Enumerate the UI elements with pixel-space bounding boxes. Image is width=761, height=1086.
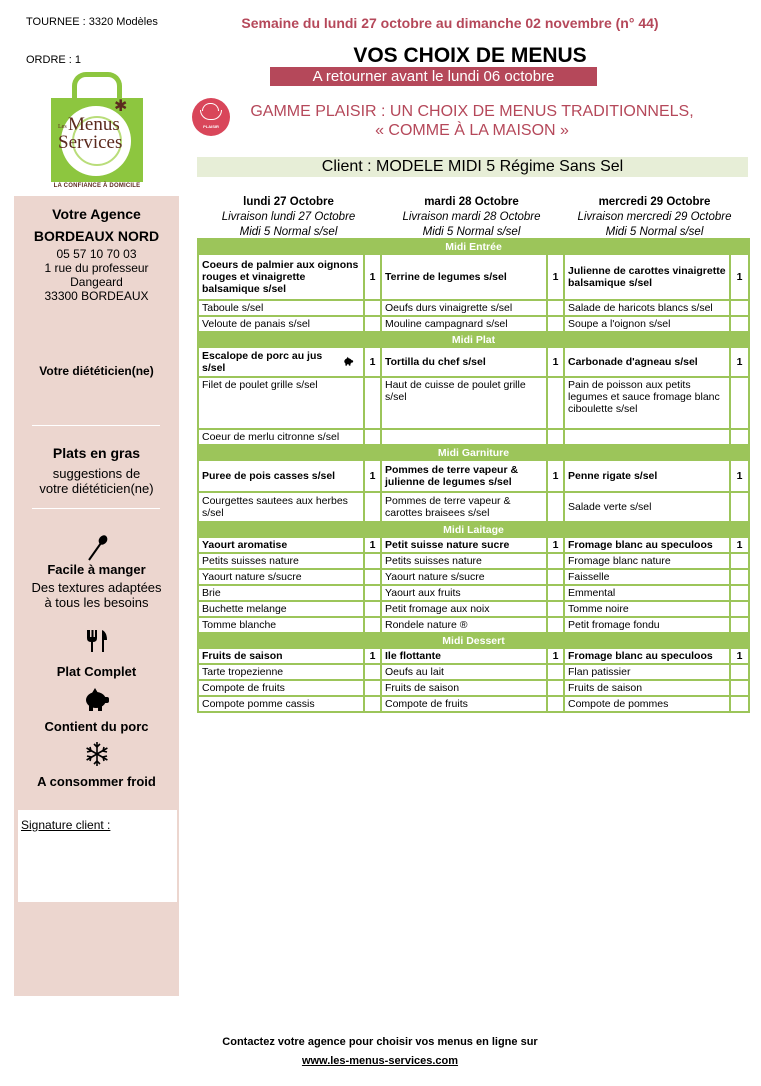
day-name: mardi 28 Octobre bbox=[424, 196, 519, 208]
dish-cell[interactable] bbox=[381, 537, 547, 553]
quantity-cell[interactable] bbox=[730, 553, 749, 569]
dish-cell[interactable] bbox=[381, 460, 547, 492]
menu-row bbox=[198, 585, 749, 601]
dish-name: Compote pomme cassis bbox=[202, 698, 315, 710]
dish-name: Brie bbox=[202, 587, 221, 599]
quantity-cell[interactable] bbox=[547, 569, 564, 585]
plat-complet-label: Plat Complet bbox=[56, 664, 137, 679]
dish-name: Carbonade d'agneau s/sel bbox=[568, 356, 698, 368]
dish-cell[interactable] bbox=[564, 664, 730, 680]
dish-cell[interactable] bbox=[381, 316, 547, 332]
quantity-cell[interactable] bbox=[730, 316, 749, 332]
gamme-heading bbox=[232, 102, 712, 140]
facile-a-manger-subtitle bbox=[14, 580, 179, 610]
dish-cell[interactable] bbox=[198, 300, 364, 316]
dish-name: Taboule s/sel bbox=[202, 302, 264, 314]
dish-cell[interactable] bbox=[198, 254, 364, 300]
quantity-cell[interactable] bbox=[730, 617, 749, 633]
category-row-laitage bbox=[198, 522, 749, 537]
quantity-cell[interactable]: 1 bbox=[547, 537, 564, 553]
menu-row bbox=[198, 316, 749, 332]
dish-name: Fromage blanc au speculoos bbox=[568, 539, 713, 551]
quantity-cell[interactable]: 1 bbox=[547, 254, 564, 300]
day-formule: Midi 5 Normal s/sel bbox=[239, 226, 338, 238]
category-row-garniture bbox=[198, 445, 749, 460]
dish-name: Penne rigate s/sel bbox=[568, 470, 658, 482]
logo-services: Services bbox=[58, 132, 123, 153]
category-label: Midi Plat bbox=[198, 332, 749, 347]
dish-cell[interactable] bbox=[564, 585, 730, 601]
menu-row bbox=[198, 617, 749, 633]
quantity-cell[interactable]: 1 bbox=[547, 460, 564, 492]
menu-row bbox=[198, 537, 749, 553]
dish-cell[interactable] bbox=[198, 569, 364, 585]
quantity-cell[interactable]: 1 bbox=[364, 254, 381, 300]
quantity-cell[interactable]: 1 bbox=[364, 347, 381, 377]
day-formule: Midi 5 Normal s/sel bbox=[422, 226, 521, 238]
dish-name: Yaourt nature s/sucre bbox=[202, 571, 302, 583]
dish-name: Compote de pommes bbox=[568, 698, 669, 710]
quantity-cell[interactable] bbox=[364, 664, 381, 680]
sidebar-divider bbox=[32, 425, 160, 426]
agence-address-line: Dangeard bbox=[70, 275, 123, 289]
quantity-cell[interactable] bbox=[547, 680, 564, 696]
dish-cell[interactable] bbox=[198, 585, 364, 601]
dish-cell[interactable] bbox=[381, 601, 547, 617]
day-formule: Midi 5 Normal s/sel bbox=[605, 226, 704, 238]
quantity-cell[interactable] bbox=[364, 585, 381, 601]
pig-icon bbox=[343, 356, 354, 369]
quantity-cell[interactable] bbox=[364, 601, 381, 617]
dish-cell[interactable] bbox=[381, 664, 547, 680]
menu-row bbox=[198, 601, 749, 617]
logo-menus: Menus bbox=[68, 114, 120, 135]
ordre-label: ORDRE : 1 bbox=[26, 54, 82, 66]
category-row-plat bbox=[198, 332, 749, 347]
category-label: Midi Garniture bbox=[198, 445, 749, 460]
plaisir-bowl-shape bbox=[200, 110, 222, 120]
menu-table bbox=[197, 238, 750, 713]
menu-row bbox=[198, 553, 749, 569]
dish-cell[interactable] bbox=[381, 347, 547, 377]
dish-name: Fruits de saison bbox=[568, 682, 643, 694]
menu-row bbox=[198, 648, 749, 664]
quantity-cell[interactable] bbox=[364, 569, 381, 585]
menu-row bbox=[198, 492, 749, 522]
dish-cell[interactable] bbox=[564, 680, 730, 696]
day-name: lundi 27 Octobre bbox=[243, 196, 334, 208]
dish-cell[interactable] bbox=[564, 316, 730, 332]
dish-name: Pain de poisson aux petits legumes et sauce fromage blanc ciboulette s/sel bbox=[568, 379, 720, 415]
star-icon: ✱ bbox=[114, 98, 128, 115]
dish-name: Oeufs au lait bbox=[385, 666, 444, 678]
dish-cell[interactable] bbox=[381, 680, 547, 696]
consommer-froid-label: A consommer froid bbox=[37, 774, 156, 789]
dish-cell[interactable] bbox=[381, 585, 547, 601]
gamme-line: GAMME PLAISIR : UN CHOIX DE MENUS TRADITIONNELS, bbox=[250, 103, 694, 120]
les-menus-services-logo bbox=[50, 70, 144, 192]
dish-cell[interactable] bbox=[564, 601, 730, 617]
quantity-cell[interactable] bbox=[364, 377, 381, 429]
dish-cell[interactable] bbox=[198, 492, 364, 522]
quantity-cell[interactable] bbox=[547, 429, 564, 445]
menu-row bbox=[198, 680, 749, 696]
agence-name: BORDEAUX NORD bbox=[33, 228, 160, 244]
sidebar-divider bbox=[32, 508, 160, 509]
dish-name: Courgettes sautees aux herbes s/sel bbox=[202, 495, 348, 519]
dish-cell[interactable] bbox=[381, 648, 547, 664]
contient-porc-label: Contient du porc bbox=[44, 719, 149, 734]
dish-name: Tomme noire bbox=[568, 603, 629, 615]
dish-cell[interactable] bbox=[198, 553, 364, 569]
category-label: Midi Dessert bbox=[198, 633, 749, 648]
quantity-cell[interactable] bbox=[547, 553, 564, 569]
quantity-cell[interactable]: 1 bbox=[730, 347, 749, 377]
snowflake-icon bbox=[14, 741, 179, 772]
dish-name: Oeufs durs vinaigrette s/sel bbox=[385, 302, 513, 314]
agence-title: Votre Agence bbox=[52, 206, 141, 222]
dish-name: Fromage blanc au speculoos bbox=[568, 650, 713, 662]
quantity-cell[interactable] bbox=[547, 617, 564, 633]
day-header-lundi bbox=[197, 195, 380, 240]
tournee-label: TOURNEE : 3320 Modèles bbox=[26, 16, 158, 28]
pig-icon bbox=[14, 686, 179, 717]
quantity-cell[interactable] bbox=[730, 601, 749, 617]
dish-cell[interactable] bbox=[564, 300, 730, 316]
quantity-cell[interactable] bbox=[730, 664, 749, 680]
quantity-cell[interactable] bbox=[547, 377, 564, 429]
logo-les: Les bbox=[58, 124, 67, 130]
quantity-cell[interactable] bbox=[730, 680, 749, 696]
quantity-cell[interactable] bbox=[364, 316, 381, 332]
quantity-cell[interactable] bbox=[364, 553, 381, 569]
quantity-cell[interactable]: 1 bbox=[547, 648, 564, 664]
agence-address bbox=[14, 247, 179, 303]
dish-name: Filet de poulet grille s/sel bbox=[202, 379, 318, 391]
website-link[interactable]: www.les-menus-services.com bbox=[301, 1055, 459, 1067]
menu-row bbox=[198, 696, 749, 712]
gamme-line: « COMME À LA MAISON » bbox=[375, 122, 569, 139]
dish-name: Yaourt aux fruits bbox=[385, 587, 461, 599]
dish-cell[interactable] bbox=[564, 254, 730, 300]
dish-name: Salade de haricots blancs s/sel bbox=[568, 302, 713, 314]
menu-row bbox=[198, 664, 749, 680]
logo-tagline: LA CONFIANCE À DOMICILE bbox=[53, 183, 141, 189]
dish-name: Yaourt aromatise bbox=[202, 539, 288, 551]
dish-cell[interactable] bbox=[564, 460, 730, 492]
dish-cell[interactable] bbox=[564, 492, 730, 522]
dish-cell[interactable] bbox=[198, 537, 364, 553]
dish-name: Fruits de saison bbox=[385, 682, 460, 694]
dish-name: Tomme blanche bbox=[202, 619, 277, 631]
signature-box[interactable] bbox=[18, 810, 177, 902]
dish-name: Tortilla du chef s/sel bbox=[385, 356, 486, 368]
quantity-cell[interactable] bbox=[547, 492, 564, 522]
category-row-dessert bbox=[198, 633, 749, 648]
client-banner: Client : MODELE MIDI 5 Régime Sans Sel bbox=[197, 157, 748, 177]
quantity-cell[interactable]: 1 bbox=[730, 254, 749, 300]
dish-cell[interactable] bbox=[381, 553, 547, 569]
dish-cell[interactable] bbox=[564, 648, 730, 664]
facile-a-manger-title: Facile à manger bbox=[47, 562, 146, 577]
quantity-cell[interactable]: 1 bbox=[730, 537, 749, 553]
dieteticien-label: Votre diététicien(ne) bbox=[39, 364, 154, 378]
menu-row bbox=[198, 254, 749, 300]
dish-name: Soupe a l'oignon s/sel bbox=[568, 318, 671, 330]
plaisir-badge-icon bbox=[192, 98, 230, 136]
dish-cell[interactable] bbox=[564, 347, 730, 377]
plats-en-gras-title: Plats en gras bbox=[52, 445, 141, 461]
dish-name: Salade verte s/sel bbox=[568, 501, 652, 513]
agence-address-line: 1 rue du professeur bbox=[44, 261, 149, 275]
quantity-cell[interactable] bbox=[730, 429, 749, 445]
dish-cell[interactable] bbox=[198, 377, 364, 429]
day-header-mardi bbox=[380, 195, 563, 240]
category-label: Midi Entrée bbox=[198, 239, 749, 254]
quantity-cell[interactable] bbox=[364, 680, 381, 696]
facile-line: à tous les besoins bbox=[44, 595, 149, 610]
dish-name: Compote de fruits bbox=[385, 698, 468, 710]
dish-cell[interactable] bbox=[198, 347, 364, 377]
category-label: Midi Laitage bbox=[198, 522, 749, 537]
day-header-mercredi bbox=[563, 195, 746, 240]
quantity-cell[interactable] bbox=[730, 300, 749, 316]
quantity-cell[interactable] bbox=[547, 601, 564, 617]
dish-cell[interactable] bbox=[198, 648, 364, 664]
quantity-cell[interactable] bbox=[364, 300, 381, 316]
plats-en-gras-subtitle bbox=[14, 466, 179, 496]
menu-row bbox=[198, 300, 749, 316]
dish-name: Petits suisses nature bbox=[385, 555, 482, 567]
quantity-cell[interactable] bbox=[730, 377, 749, 429]
dish-cell[interactable] bbox=[381, 569, 547, 585]
quantity-cell[interactable]: 1 bbox=[547, 347, 564, 377]
menu-row bbox=[198, 569, 749, 585]
dish-cell[interactable] bbox=[198, 429, 364, 445]
dish-name: Petit fromage fondu bbox=[568, 619, 660, 631]
dish-cell[interactable] bbox=[381, 617, 547, 633]
dish-cell[interactable] bbox=[198, 664, 364, 680]
category-row-entree bbox=[198, 239, 749, 254]
dish-name: Mouline campagnard s/sel bbox=[385, 318, 508, 330]
plats-en-gras-line: suggestions de bbox=[52, 466, 141, 481]
dish-name: Fromage blanc nature bbox=[568, 555, 671, 567]
quantity-cell[interactable]: 1 bbox=[730, 460, 749, 492]
day-name: mercredi 29 Octobre bbox=[598, 196, 711, 208]
quantity-cell[interactable] bbox=[547, 585, 564, 601]
dish-cell[interactable] bbox=[381, 300, 547, 316]
quantity-cell[interactable]: 1 bbox=[364, 460, 381, 492]
quantity-cell[interactable] bbox=[730, 569, 749, 585]
day-livraison: Livraison lundi 27 Octobre bbox=[221, 211, 356, 223]
dish-name: Rondele nature ® bbox=[385, 619, 468, 631]
footer-text: Contactez votre agence pour choisir vos menus en ligne sur bbox=[222, 1036, 538, 1048]
dish-cell[interactable] bbox=[381, 254, 547, 300]
dish-cell[interactable] bbox=[381, 696, 547, 712]
dish-cell[interactable] bbox=[564, 569, 730, 585]
quantity-cell[interactable]: 1 bbox=[730, 648, 749, 664]
dish-cell[interactable] bbox=[198, 617, 364, 633]
quantity-cell[interactable] bbox=[730, 492, 749, 522]
dish-cell[interactable] bbox=[564, 553, 730, 569]
dish-name: Escalope de porc au jus s/sel bbox=[202, 350, 323, 374]
dish-name: Puree de pois casses s/sel bbox=[202, 470, 336, 482]
page-title: VOS CHOIX DE MENUS bbox=[353, 44, 587, 67]
dish-name: Compote de fruits bbox=[202, 682, 285, 694]
quantity-cell[interactable] bbox=[364, 429, 381, 445]
dish-cell[interactable] bbox=[564, 617, 730, 633]
dish-name: Julienne de carottes vinaigrette balsamique s/sel bbox=[568, 265, 726, 289]
dish-name: Yaourt nature s/sucre bbox=[385, 571, 485, 583]
dish-name: Tarte tropezienne bbox=[202, 666, 284, 678]
semaine-heading: Semaine du lundi 27 octobre au dimanche 02 novembre (n° 44) bbox=[241, 15, 659, 31]
agence-phone: 05 57 10 70 03 bbox=[56, 247, 137, 261]
quantity-cell[interactable] bbox=[364, 617, 381, 633]
dish-name: Pommes de terre vapeur & carottes braisees s/sel bbox=[385, 495, 511, 519]
dish-name: Faisselle bbox=[568, 571, 610, 583]
dish-cell[interactable] bbox=[381, 492, 547, 522]
dish-cell[interactable] bbox=[198, 601, 364, 617]
plaisir-badge-label: PLAISIR bbox=[203, 124, 219, 129]
menu-row bbox=[198, 429, 749, 445]
dish-cell[interactable] bbox=[198, 696, 364, 712]
dish-name: Petits suisses nature bbox=[202, 555, 299, 567]
dish-name: Pommes de terre vapeur & julienne de legumes s/sel bbox=[385, 464, 519, 488]
dish-cell[interactable] bbox=[198, 460, 364, 492]
day-livraison: Livraison mercredi 29 Octobre bbox=[577, 211, 732, 223]
sidebar bbox=[14, 196, 179, 996]
dish-name: Veloute de panais s/sel bbox=[202, 318, 310, 330]
quantity-cell[interactable] bbox=[730, 585, 749, 601]
dish-cell[interactable] bbox=[198, 316, 364, 332]
dish-name: Coeurs de palmier aux oignons rouges et vinaigrette balsamique s/sel bbox=[202, 259, 359, 295]
plats-en-gras-line: votre diététicien(ne) bbox=[39, 481, 154, 496]
dish-name: Petit fromage aux noix bbox=[385, 603, 490, 615]
dish-name: Emmental bbox=[568, 587, 616, 599]
menu-row bbox=[198, 377, 749, 429]
dish-name: Terrine de legumes s/sel bbox=[385, 271, 507, 283]
facile-line: Des textures adaptées bbox=[31, 580, 162, 595]
quantity-cell[interactable] bbox=[547, 664, 564, 680]
dish-name: Flan patissier bbox=[568, 666, 631, 678]
dish-name: Ile flottante bbox=[385, 650, 442, 662]
menu-row bbox=[198, 460, 749, 492]
dish-cell[interactable] bbox=[564, 696, 730, 712]
agence-address-line: 33300 BORDEAUX bbox=[44, 289, 149, 303]
dish-cell[interactable] bbox=[564, 429, 730, 445]
quantity-cell[interactable] bbox=[730, 696, 749, 712]
quantity-cell[interactable] bbox=[547, 696, 564, 712]
dish-name: Buchette melange bbox=[202, 603, 287, 615]
quantity-cell[interactable]: 1 bbox=[364, 648, 381, 664]
dish-cell[interactable] bbox=[564, 537, 730, 553]
dish-name: Petit suisse nature sucre bbox=[385, 539, 510, 551]
quantity-cell[interactable] bbox=[364, 492, 381, 522]
dish-name: Coeur de merlu citronne s/sel bbox=[202, 431, 340, 443]
fork-knife-icon bbox=[14, 628, 179, 659]
retour-deadline-banner: A retourner avant le lundi 06 octobre bbox=[270, 67, 597, 86]
signature-label: Signature client : bbox=[21, 818, 111, 832]
quantity-cell[interactable]: 1 bbox=[364, 537, 381, 553]
quantity-cell[interactable] bbox=[547, 300, 564, 316]
dish-name: Fruits de saison bbox=[202, 650, 283, 662]
dish-cell[interactable] bbox=[198, 680, 364, 696]
quantity-cell[interactable] bbox=[547, 316, 564, 332]
day-livraison: Livraison mardi 28 Octobre bbox=[402, 211, 541, 223]
quantity-cell[interactable] bbox=[364, 696, 381, 712]
dish-cell[interactable] bbox=[381, 429, 547, 445]
dish-name: Haut de cuisse de poulet grille s/sel bbox=[385, 379, 526, 403]
footer bbox=[180, 1033, 580, 1071]
dish-cell[interactable] bbox=[381, 377, 547, 429]
dish-cell[interactable] bbox=[564, 377, 730, 429]
menu-row bbox=[198, 347, 749, 377]
